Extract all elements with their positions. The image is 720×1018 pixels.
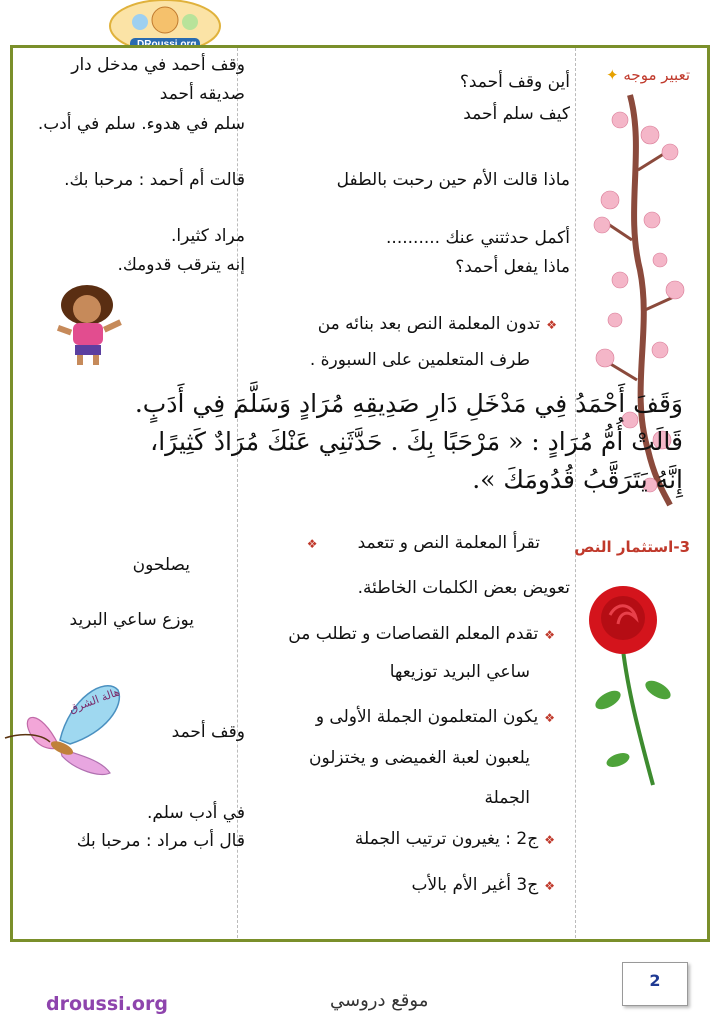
butterfly-text: هالة الشرق bbox=[67, 685, 122, 716]
bullet-diamond-icon: ❖ bbox=[544, 711, 555, 725]
answer-1-line-2: صديقه أحمد bbox=[159, 84, 245, 104]
section-text-exploitation: 3-استثمار النص bbox=[574, 538, 690, 556]
question-5: ماذا يفعل أحمد؟ bbox=[455, 257, 570, 277]
red-rose-icon bbox=[578, 580, 678, 790]
bullet-item-1-cont: طرف المتعلمين على السبورة . bbox=[309, 350, 530, 370]
bullet-diamond-icon: ❖ bbox=[544, 833, 555, 847]
bullet-item-5: ❖ج2 : يغيرون ترتيب الجملة bbox=[354, 829, 555, 849]
bullet-diamond-icon: ❖ bbox=[544, 628, 555, 642]
bullet-item-4-cont-1: يلعبون لعبة الغميضى و يختزلون bbox=[308, 748, 530, 768]
bullet-item-3-cont: ساعي البريد توزيعها bbox=[389, 662, 530, 682]
vocalized-line-3: إِنَّهُ يَتَرَقَّبُ قُدُومَكَ ». bbox=[472, 465, 683, 494]
answer-1-line-3: سلم في هدوء. سلم في أدب. bbox=[37, 114, 245, 134]
pin-icon: ✦ bbox=[606, 66, 619, 84]
answer-c4-line-1: في أدب سلم. bbox=[147, 803, 245, 823]
bullet-item-4-cont-2: الجملة bbox=[484, 788, 530, 808]
answer-c1: يصلحون bbox=[132, 555, 190, 575]
question-2: كيف سلم أحمد bbox=[463, 104, 570, 124]
section-guided-expression: تعبير موجه ✦ bbox=[606, 66, 690, 84]
footer-site-link[interactable]: droussi.org bbox=[46, 993, 168, 1015]
vocalized-line-2: قَالَتْ أُمُّ مُرَادٍ : « مَرْحَبًا بِكَ . حَدَّثَنِي عَنْكَ مُرَادٌ كَثِيرًا، bbox=[150, 427, 683, 456]
vocalized-line-1: وَقَفَ أَحْمَدُ فِي مَدْخَلِ دَارِ صَدِيقِهِ مُرَادٍ وَسَلَّمَ فِي أَدَبٍ. bbox=[134, 389, 683, 418]
footer-site-name: موقع دروسي bbox=[330, 990, 429, 1011]
page-number: 2 bbox=[649, 971, 661, 990]
bullet-diamond-icon: ❖ bbox=[544, 879, 555, 893]
answer-c3: وقف أحمد bbox=[171, 722, 245, 742]
bullet-diamond-icon: ❖ bbox=[546, 318, 557, 332]
bullet-item-1: ❖تدون المعلمة النص بعد بنائه من bbox=[317, 314, 557, 334]
bullet-item-2-cont: تعويض بعض الكلمات الخاطئة. bbox=[357, 578, 570, 598]
girl-cartoon-icon bbox=[45, 283, 135, 368]
answer-3-line-1: مراد كثيرا. bbox=[170, 226, 245, 246]
bullet-item-2: تقرأ المعلمة النص و تتعمد❖ bbox=[306, 533, 540, 553]
question-3: ماذا قالت الأم حين رحبت بالطفل bbox=[336, 170, 570, 190]
bullet-diamond-icon: ❖ bbox=[306, 537, 318, 551]
page-number-box bbox=[622, 962, 688, 1006]
answer-1-line-1: وقف أحمد في مدخل دار bbox=[71, 55, 245, 75]
vocalized-text bbox=[28, 385, 683, 499]
question-1: أين وقف أحمد؟ bbox=[459, 72, 570, 92]
answer-c4-line-2: قال أب مراد : مرحبا بك bbox=[76, 831, 245, 851]
bullet-item-3: ❖تقدم المعلم القصاصات و تطلب من bbox=[288, 624, 555, 644]
answer-3-line-2: إنه يترقب قدومك. bbox=[117, 255, 245, 275]
bullet-item-4: ❖يكون المتعلمون الجملة الأولى و bbox=[315, 707, 555, 727]
question-4: أكمل حدثتني عنك .......... bbox=[386, 228, 570, 248]
answer-2: قالت أم أحمد : مرحبا بك. bbox=[64, 170, 245, 190]
bullet-item-6: ❖ج3 أغير الأم بالأب bbox=[411, 875, 555, 895]
answer-c2: يوزع ساعي البريد bbox=[69, 610, 194, 630]
